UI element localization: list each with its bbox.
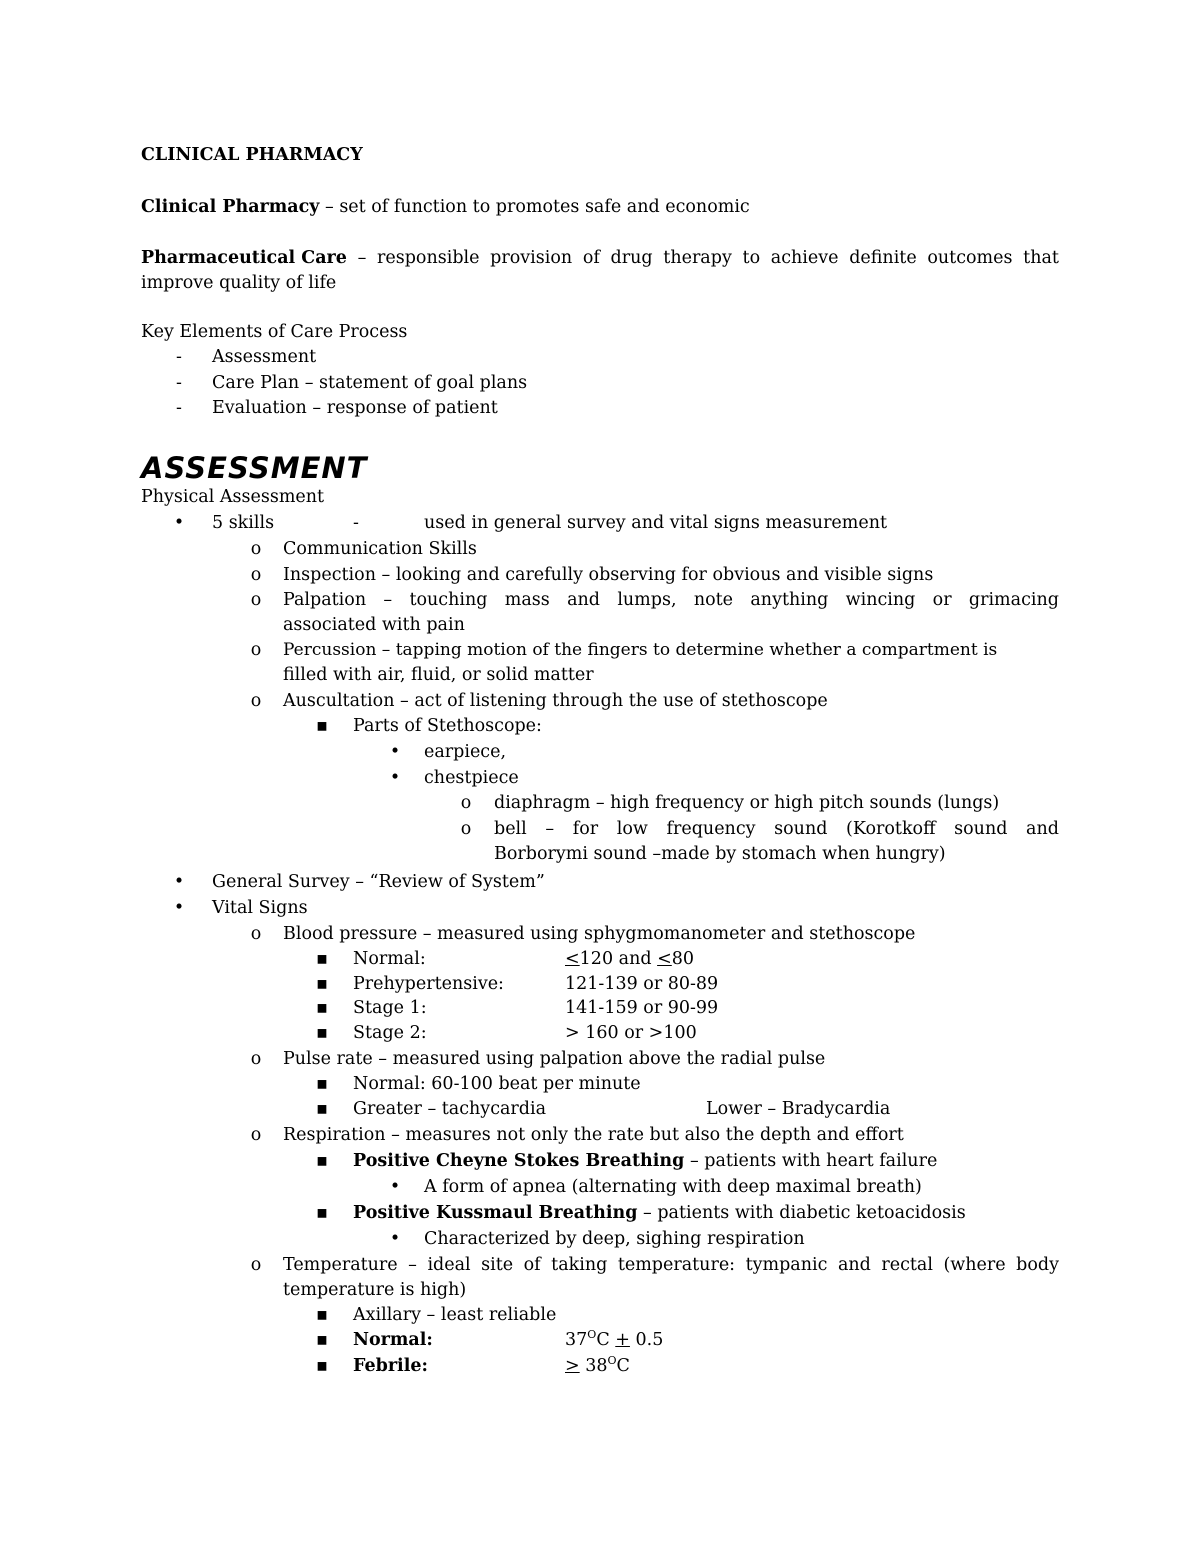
word: low: [616, 819, 648, 839]
bullet-square: ▪: [316, 949, 328, 969]
bp-value: 121-139 or 80-89: [565, 974, 719, 994]
list-item: chestpiece: [424, 768, 519, 788]
skills-dash: -: [353, 513, 359, 533]
skills-label: 5 skills: [212, 513, 275, 533]
bullet-circle: o: [250, 924, 262, 944]
word: bell: [494, 819, 527, 839]
bullet-circle: o: [250, 1125, 262, 1145]
term: Clinical Pharmacy: [141, 197, 320, 217]
bullet-circle: o: [250, 1255, 262, 1275]
word: of: [582, 248, 600, 268]
temp-normal-value: [565, 1328, 663, 1353]
word: and: [567, 590, 600, 610]
bullet-disc: •: [173, 898, 185, 918]
value-part: 37: [565, 1330, 588, 1350]
bp-label: Prehypertensive:: [353, 974, 504, 994]
bullet-square: ▪: [316, 1151, 328, 1171]
le-symbol: <: [565, 949, 580, 969]
key-elements-heading: Key Elements of Care Process: [141, 322, 408, 342]
term: Positive Cheyne Stokes Breathing: [353, 1151, 685, 1171]
word: –: [357, 248, 367, 268]
temp-normal-label: Normal:: [353, 1330, 433, 1350]
word: sound: [774, 819, 828, 839]
bullet-dot: •: [389, 1229, 401, 1249]
list-item: General Survey – “Review of System”: [212, 872, 545, 892]
list-item: Normal: 60-100 beat per minute: [353, 1074, 641, 1094]
word: taking: [551, 1255, 608, 1275]
term: Positive Kussmaul Breathing: [353, 1203, 638, 1223]
word: Palpation: [283, 590, 367, 610]
word: note: [693, 590, 734, 610]
degree-mark: O: [607, 1354, 617, 1368]
le-symbol: <: [657, 949, 672, 969]
word: ideal: [427, 1255, 471, 1275]
bullet-square: ▪: [316, 998, 328, 1018]
value-part: 80: [671, 949, 695, 969]
word: site: [481, 1255, 514, 1275]
definition-continuation: improve quality of life: [141, 273, 337, 293]
bullet-circle: o: [250, 565, 262, 585]
list-item: Care Plan – statement of goal plans: [212, 373, 528, 393]
bullet-square: ▪: [316, 1099, 328, 1119]
vital-signs-heading: Vital Signs: [212, 898, 308, 918]
bullet-square: ▪: [316, 1074, 328, 1094]
word: lumps,: [617, 590, 677, 610]
value-part: 0.5: [629, 1330, 664, 1350]
degree-mark: O: [587, 1328, 597, 1342]
word: –: [383, 590, 393, 610]
bullet-square: ▪: [316, 716, 328, 736]
palpation-continuation: associated with pain: [283, 615, 465, 635]
skills-description: used in general survey and vital signs measurement: [424, 513, 888, 533]
word: for: [572, 819, 599, 839]
document-title: CLINICAL PHARMACY: [141, 145, 363, 165]
bullet-circle: o: [460, 819, 472, 839]
bullet-disc: •: [173, 513, 185, 533]
bp-value: > 160 or >100: [565, 1023, 697, 1043]
word: that: [1023, 248, 1059, 268]
term: Pharmaceutical Care: [141, 248, 347, 268]
word: wincing: [845, 590, 916, 610]
bp-value: [565, 947, 694, 972]
word: mass: [504, 590, 550, 610]
list-item: A form of apnea (alternating with deep maximal breath): [424, 1177, 922, 1197]
value-part: 38: [579, 1356, 608, 1376]
word: rectal: [881, 1255, 933, 1275]
bullet-square: ▪: [316, 1203, 328, 1223]
list-item: Lower – Bradycardia: [706, 1099, 891, 1119]
bullet-square: ▪: [316, 1305, 328, 1325]
word: –: [545, 819, 555, 839]
word: therapy: [663, 248, 732, 268]
dash-marker: -: [176, 398, 182, 418]
list-item: Parts of Stethoscope:: [353, 716, 542, 736]
list-item: earpiece,: [424, 742, 507, 762]
word: drug: [610, 248, 653, 268]
word: temperature:: [617, 1255, 736, 1275]
bullet-circle: o: [250, 539, 262, 559]
definition-pharmaceutical-care: [141, 246, 1059, 271]
value-part: C: [596, 1330, 616, 1350]
bp-label: Stage 2:: [353, 1023, 427, 1043]
word: anything: [750, 590, 829, 610]
word: responsible: [377, 248, 480, 268]
dash-marker: -: [176, 373, 182, 393]
list-item: Blood pressure – measured using sphygmomanometer and stethoscope: [283, 924, 916, 944]
bullet-disc: •: [173, 872, 185, 892]
list-item: Auscultation – act of listening through the use of stethoscope: [283, 691, 828, 711]
word: (Korotkoff: [846, 819, 936, 839]
list-item: diaphragm – high frequency or high pitch sounds (lungs): [494, 793, 1000, 813]
list-item: Characterized by deep, sighing respiration: [424, 1229, 805, 1249]
list-item: Inspection – looking and carefully observing for obvious and visible signs: [283, 565, 934, 585]
list-item: Evaluation – response of patient: [212, 398, 498, 418]
word: Temperature: [283, 1255, 398, 1275]
bp-label: Stage 1:: [353, 998, 427, 1018]
list-item: Pulse rate – measured using palpation above the radial pulse: [283, 1049, 826, 1069]
bullet-square: ▪: [316, 974, 328, 994]
word: to: [742, 248, 761, 268]
bullet-dot: •: [389, 768, 401, 788]
list-item: Greater – tachycardia: [353, 1099, 547, 1119]
word: definite: [849, 248, 917, 268]
bullet-circle: o: [250, 1049, 262, 1069]
percussion-continuation: filled with air, fluid, or solid matter: [283, 665, 594, 685]
bullet-dot: •: [389, 742, 401, 762]
palpation-line: [283, 588, 1059, 613]
bullet-square: ▪: [316, 1330, 328, 1350]
definition-text: – set of function to promotes safe and economic: [319, 197, 750, 217]
list-item: Percussion – tapping motion of the fingers to determine whether a compartment is: [283, 640, 998, 660]
bullet-square: ▪: [316, 1356, 328, 1376]
bullet-circle: o: [250, 640, 262, 660]
word: outcomes: [927, 248, 1013, 268]
word: provision: [490, 248, 573, 268]
word: grimacing: [968, 590, 1059, 610]
description: – patients with heart failure: [684, 1151, 938, 1171]
bullet-circle: o: [250, 590, 262, 610]
bullet-circle: o: [460, 793, 472, 813]
word: and: [837, 1255, 871, 1275]
list-item: [353, 1201, 966, 1226]
bullet-dot: •: [389, 1177, 401, 1197]
list-item: Respiration – measures not only the rate but also the depth and effort: [283, 1125, 904, 1145]
febrile-label: Febrile:: [353, 1356, 428, 1376]
word: or: [932, 590, 952, 610]
word: frequency: [666, 819, 756, 839]
word: touching: [409, 590, 488, 610]
bp-label: Normal:: [353, 949, 426, 969]
dash-marker: -: [176, 347, 182, 367]
description: – patients with diabetic ketoacidosis: [637, 1203, 966, 1223]
value-part: C: [616, 1356, 630, 1376]
word: (where: [943, 1255, 1006, 1275]
bullet-square: ▪: [316, 1023, 328, 1043]
section-heading: ASSESSMENT: [141, 451, 368, 485]
plus-minus-symbol: +: [615, 1330, 630, 1350]
physical-assessment-heading: Physical Assessment: [141, 487, 325, 507]
list-item: Communication Skills: [283, 539, 477, 559]
word: of: [523, 1255, 541, 1275]
list-item: Axillary – least reliable: [353, 1305, 557, 1325]
word: tympanic: [745, 1255, 828, 1275]
ge-symbol: >: [565, 1356, 580, 1376]
definition-clinical-pharmacy: [141, 195, 750, 220]
word: and: [1026, 819, 1059, 839]
bell-continuation: Borborymi sound –made by stomach when hungry): [494, 844, 946, 864]
word: achieve: [770, 248, 839, 268]
word: sound: [954, 819, 1008, 839]
word: body: [1016, 1255, 1059, 1275]
temperature-line: [283, 1253, 1059, 1278]
temperature-continuation: temperature is high): [283, 1280, 467, 1300]
bullet-circle: o: [250, 691, 262, 711]
value-part: 120 and: [579, 949, 658, 969]
list-item: Assessment: [212, 347, 317, 367]
word: –: [408, 1255, 417, 1275]
febrile-value: [565, 1354, 630, 1379]
bp-value: 141-159 or 90-99: [565, 998, 719, 1018]
list-item: [353, 1149, 937, 1174]
bell-line: [494, 817, 1059, 842]
